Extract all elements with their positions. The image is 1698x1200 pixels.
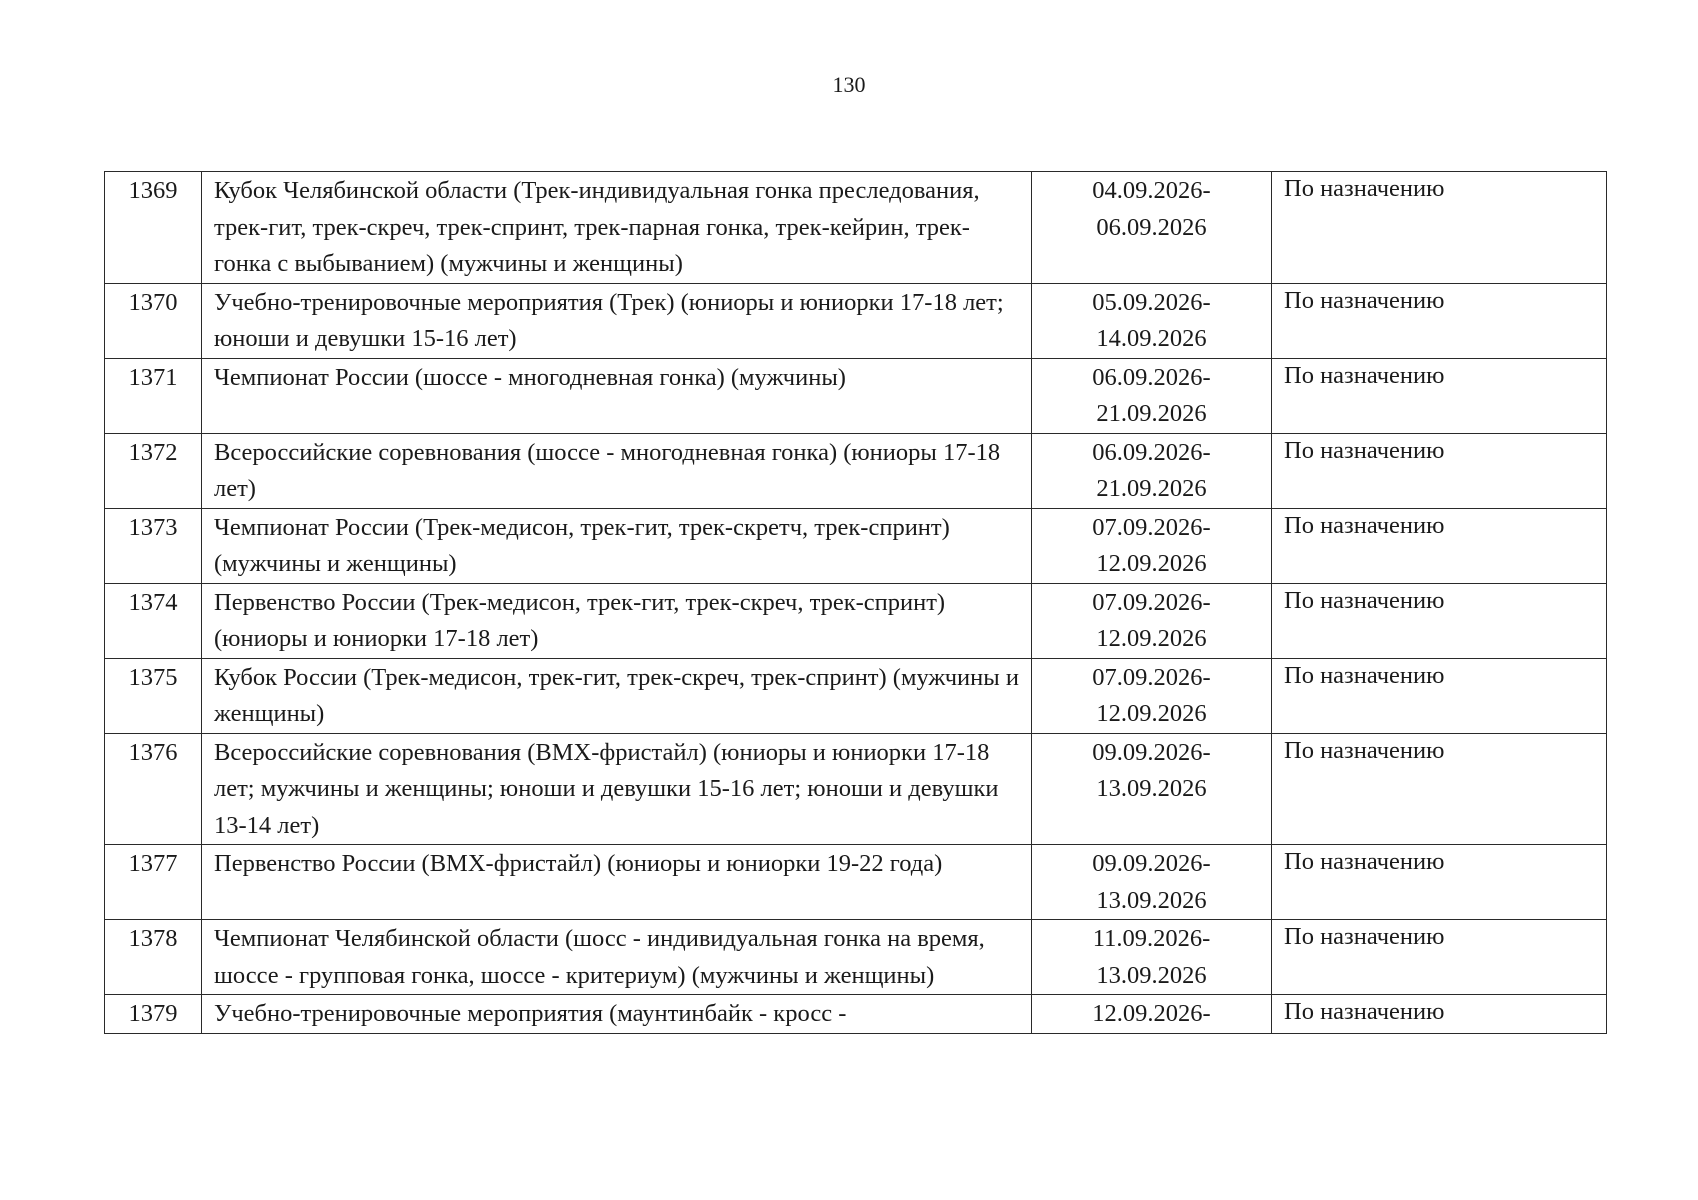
date-end: 13.09.2026 [1096,775,1207,802]
date-start: 09.09.2026- [1092,850,1211,877]
event-name: Учебно-тренировочные мероприятия (Трек) (юниоры и юниорки 17-18 лет; юноши и девушки 15-16 лет) [202,283,1032,358]
date-end: 13.09.2026 [1096,886,1207,914]
event-number: 1373 [105,508,202,583]
date-start: 04.09.2026- [1092,177,1211,204]
table-row [105,583,1607,658]
event-place: По назначению [1272,920,1607,995]
event-dates [1032,995,1272,1034]
date-end: 12.09.2026 [1096,625,1207,652]
event-dates [1032,733,1272,845]
event-number: 1370 [105,283,202,358]
event-place: По назначению [1272,358,1607,433]
event-number: 1378 [105,920,202,995]
event-name: Первенство России (BMX-фристайл) (юниоры и юниорки 19-22 года) [202,845,1032,920]
table-row [105,658,1607,733]
event-place: По назначению [1272,995,1607,1034]
date-end: 06.09.2026 [1096,213,1207,241]
table-row [105,845,1607,920]
table-row [105,508,1607,583]
event-name: Кубок России (Трек-медисон, трек-гит, трек-скреч, трек-спринт) (мужчины и женщины) [202,658,1032,733]
page-number: 130 [832,72,866,97]
date-end: 13.09.2026 [1096,961,1207,989]
event-place: По назначению [1272,583,1607,658]
event-name: Всероссийские соревнования (шоссе - многодневная гонка) (юниоры 17-18 лет) [202,433,1032,508]
event-name: Кубок Челябинской области (Трек-индивидуальная гонка преследования, трек-гит, трек-скреч, трек-спринт, трек-парная гонка, трек-кейрин, трек-гонка с выбыванием) (мужчины и женщины) [202,172,1032,284]
event-place: По назначению [1272,172,1607,284]
event-dates [1032,845,1272,920]
event-place: По назначению [1272,658,1607,733]
date-start: 06.09.2026- [1092,438,1211,466]
event-place: По назначению [1272,283,1607,358]
date-start: 12.09.2026- [1092,1000,1211,1027]
table-row [105,283,1607,358]
event-dates [1032,433,1272,508]
event-number: 1369 [105,172,202,284]
date-end: 12.09.2026 [1096,700,1207,727]
event-place: По назначению [1272,508,1607,583]
event-dates [1032,920,1272,995]
table-row [105,433,1607,508]
date-start: 09.09.2026- [1092,738,1211,766]
event-name: Учебно-тренировочные мероприятия (маунтинбайк - кросс - [202,995,1032,1034]
date-end: 21.09.2026 [1096,475,1207,502]
event-number: 1375 [105,658,202,733]
event-dates [1032,283,1272,358]
event-name: Всероссийские соревнования (BMX-фристайл) (юниоры и юниорки 17-18 лет; мужчины и женщины; юноши и девушки 15-16 лет; юноши и девушки 13-14 лет) [202,733,1032,845]
event-name: Чемпионат России (Трек-медисон, трек-гит, трек-скретч, трек-спринт) (мужчины и женщины) [202,508,1032,583]
table-row [105,172,1607,284]
event-dates [1032,508,1272,583]
date-end: 21.09.2026 [1096,400,1207,427]
event-number: 1379 [105,995,202,1034]
date-start: 07.09.2026- [1092,663,1211,691]
table-row [105,995,1607,1034]
event-number: 1372 [105,433,202,508]
date-end: 12.09.2026 [1096,550,1207,577]
event-dates [1032,583,1272,658]
event-name: Чемпионат России (шоссе - многодневная гонка) (мужчины) [202,358,1032,433]
event-dates [1032,172,1272,284]
table-row [105,920,1607,995]
event-place: По назначению [1272,733,1607,845]
event-dates [1032,358,1272,433]
date-start: 07.09.2026- [1092,588,1211,616]
date-start: 07.09.2026- [1092,513,1211,541]
event-place: По назначению [1272,845,1607,920]
date-end: 14.09.2026 [1096,325,1207,352]
events-table [104,171,1607,1034]
event-number: 1371 [105,358,202,433]
table-row [105,733,1607,845]
event-place: По назначению [1272,433,1607,508]
event-name: Первенство России (Трек-медисон, трек-гит, трек-скреч, трек-спринт) (юниоры и юниорки 17-18 лет) [202,583,1032,658]
event-number: 1374 [105,583,202,658]
event-number: 1376 [105,733,202,845]
date-start: 06.09.2026- [1092,363,1211,391]
event-number: 1377 [105,845,202,920]
event-name: Чемпионат Челябинской области (шосс - индивидуальная гонка на время, шоссе - групповая гонка, шоссе - критериум) (мужчины и женщины) [202,920,1032,995]
date-start: 11.09.2026- [1092,925,1211,952]
table-row [105,358,1607,433]
event-dates [1032,658,1272,733]
date-start: 05.09.2026- [1092,288,1211,316]
